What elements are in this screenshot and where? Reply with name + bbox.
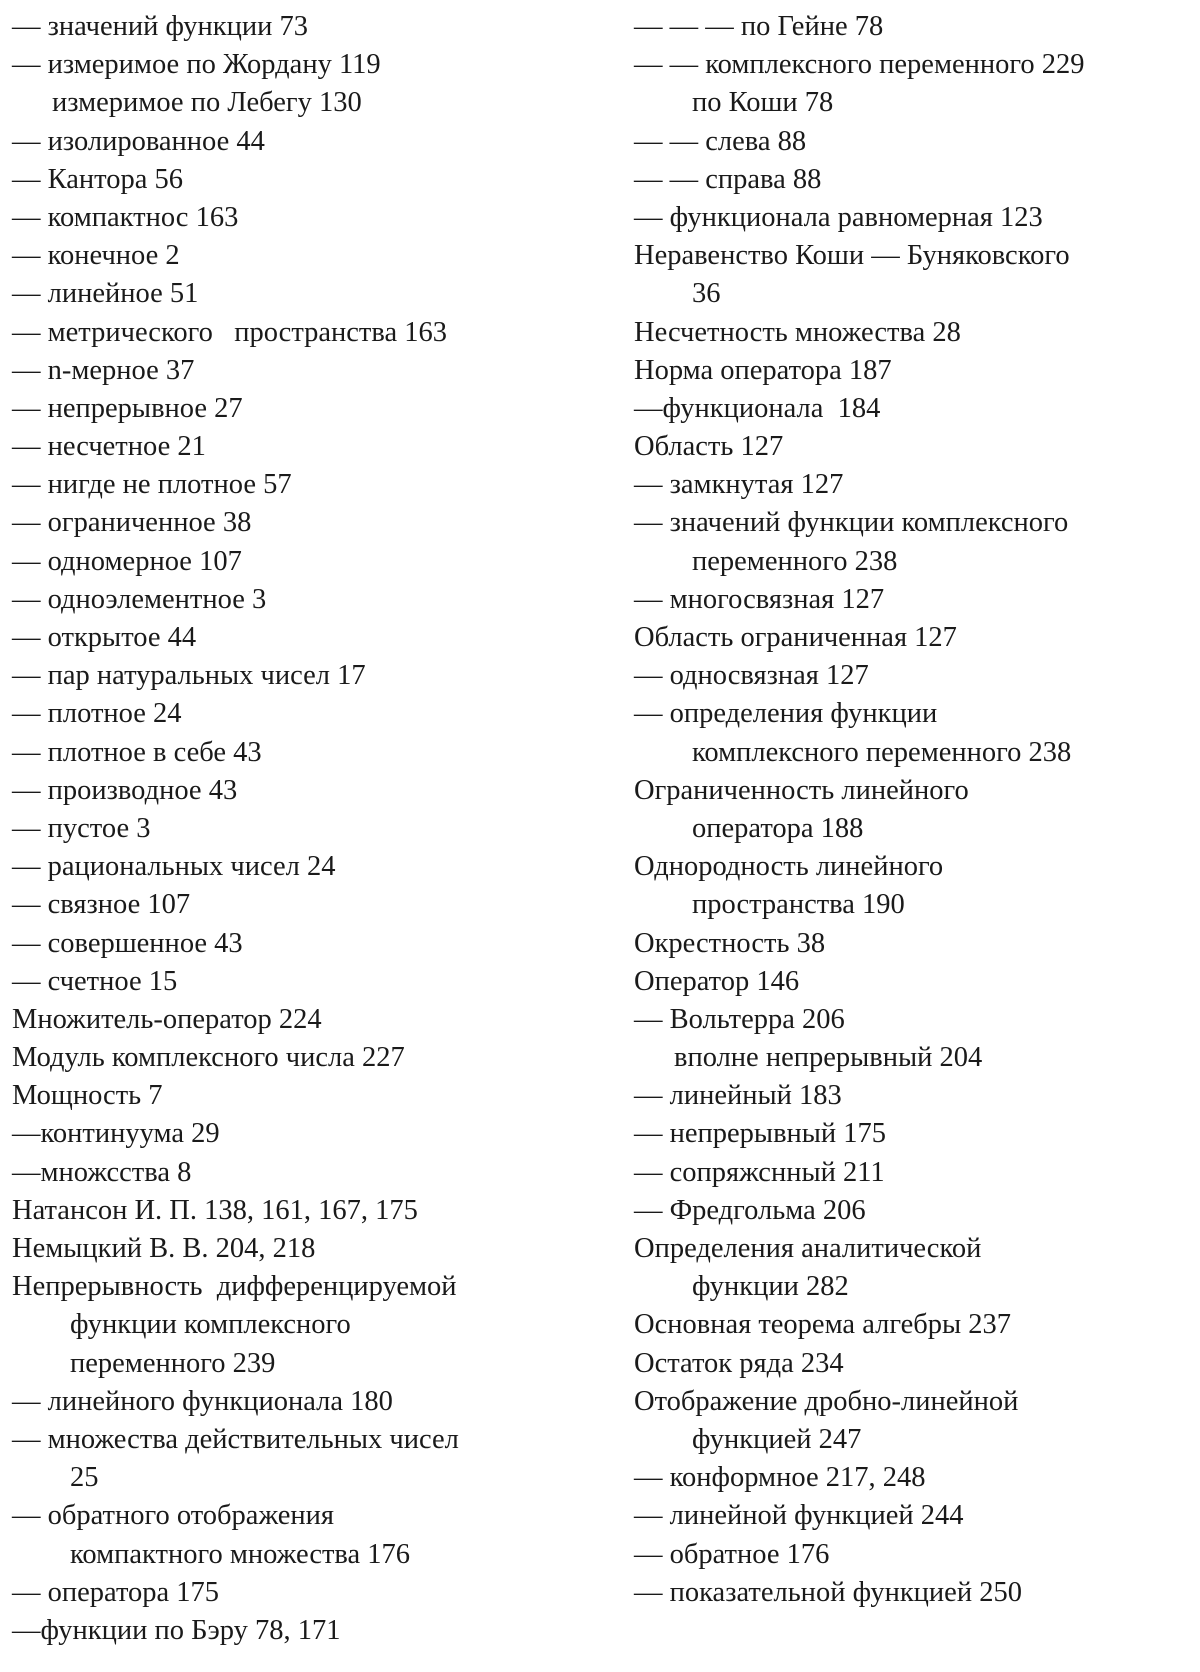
index-entry: — метрического пространства 163 [12,316,447,348]
index-entry: — рациональных чисел 24 [12,851,336,883]
index-entry: — Фредгольма 206 [634,1194,866,1226]
index-entry: Модуль комплексного числа 227 [12,1042,405,1074]
index-entry: — обратное 176 [634,1538,830,1570]
index-continuation: функцией 247 [692,1423,862,1455]
index-entry: Множитель-оператор 224 [12,1003,322,1035]
index-entry: — n-мерное 37 [12,354,195,386]
index-entry: Ограниченность линейного [634,774,969,806]
index-entry: — обратного отображения [12,1500,335,1532]
index-entry: — плотное в себе 43 [12,736,262,768]
index-entry: — открытое 44 [12,622,197,653]
index-entry: — пар натуральных чисел 17 [12,660,366,692]
index-entry: Оператор 146 [634,965,800,997]
index-column-left [12,8,572,1650]
index-entry: Непрерывность дифференцируемой [12,1271,457,1303]
index-entry: — пустое 3 [12,812,151,844]
index-entry: Натансон И. П. 138, 161, 167, 175 [12,1194,418,1226]
index-entry: — значений функции 73 [12,11,308,42]
index-entry: — нигде не плотное 57 [12,469,292,501]
index-continuation: компактного множества 176 [70,1538,411,1570]
index-entry: — конформное 217, 248 [634,1462,926,1494]
index-continuation: пространства 190 [692,889,905,921]
index-entry: Остаток ряда 234 [634,1347,844,1379]
index-entry: — счетное 15 [12,965,178,997]
index-continuation: 36 [692,278,721,310]
index-entry: — непрерывное 27 [12,392,243,424]
index-entry: — — справа 88 [634,163,822,195]
index-entry: — линейное 51 [12,278,199,310]
index-subentry: вполне непрерывный 204 [674,1042,983,1074]
index-entry: — компактнос 163 [12,201,239,233]
index-column-right [634,8,1194,1612]
index-entry: — плотное 24 [12,698,182,730]
index-entry: —множсства 8 [12,1156,192,1188]
index-continuation: комплексного переменного 238 [692,736,1072,768]
index-entry: — несчетное 21 [12,431,206,463]
index-entry: Норма оператора 187 [634,354,892,386]
index-entry: Мощность 7 [12,1080,163,1112]
index-entry: — связное 107 [12,889,191,921]
index-entry: — ограниченное 38 [12,507,252,539]
index-entry: Однородность линейного [634,851,944,883]
index-entry: — — — по Гейне 78 [634,11,884,42]
index-entry: — линейного функционала 180 [12,1385,393,1417]
index-entry: Несчетность множества 28 [634,316,961,348]
index-entry: Основная теорема алгебры 237 [634,1309,1012,1341]
index-entry: —функционала 184 [634,392,881,424]
index-entry: — производное 43 [12,774,238,806]
index-entry: —континуума 29 [12,1118,220,1150]
index-entry: —функции по Бэру 78, 171 [12,1614,341,1646]
index-subentry: измеримое по Лебегу 130 [52,87,362,119]
index-entry: — конечное 2 [12,240,180,272]
index-entry: — определения функции [634,698,938,730]
index-entry: — показательной функцией 250 [634,1576,1022,1608]
index-continuation: функции 282 [692,1271,849,1303]
index-continuation: функции комплексного [70,1309,351,1341]
index-entry: — совершенное 43 [12,927,243,959]
index-entry: Отображение дробно-линейной [634,1385,1019,1417]
index-entry: — линейный 183 [634,1080,842,1112]
index-continuation: переменного 238 [692,545,898,577]
index-entry: — Вольтерра 206 [634,1003,845,1035]
index-continuation: оператора 188 [692,812,864,844]
index-entry: — односвязная 127 [634,660,869,692]
index-continuation: по Коши 78 [692,87,834,119]
index-entry: — — комплексного переменного 229 [634,49,1085,81]
index-entry: — измеримое по Жордану 119 [12,49,381,81]
index-entry: — оператора 175 [12,1576,220,1608]
index-entry: Определения аналитической [634,1233,982,1264]
index-entry: Окрестность 38 [634,927,826,959]
index-entry: — Кантора 56 [12,163,184,195]
index-continuation: 25 [70,1462,99,1494]
index-entry: — значений функции комплексного [634,507,1069,539]
index-entry: — множества действительных чисел [12,1423,459,1455]
index-entry: Неравенство Коши — Буняковского [634,240,1070,272]
index-entry: Немыцкий В. В. 204, 218 [12,1233,316,1264]
index-entry: Область ограниченная 127 [634,622,957,653]
index-entry: — замкнутая 127 [634,469,844,501]
index-entry: — — слева 88 [634,125,807,157]
index-entry: — функционала равномерная 123 [634,201,1043,233]
index-entry: — непрерывный 175 [634,1118,887,1150]
index-entry: — линейной функцией 244 [634,1500,964,1532]
index-entry: — сопряжснный 211 [634,1156,885,1188]
index-entry: — многосвязная 127 [634,583,885,615]
index-entry: — одномерное 107 [12,545,242,577]
index-entry: — одноэлементное 3 [12,583,267,615]
index-continuation: переменного 239 [70,1347,276,1379]
index-entry: — изолированное 44 [12,125,265,157]
index-entry: Область 127 [634,431,784,463]
